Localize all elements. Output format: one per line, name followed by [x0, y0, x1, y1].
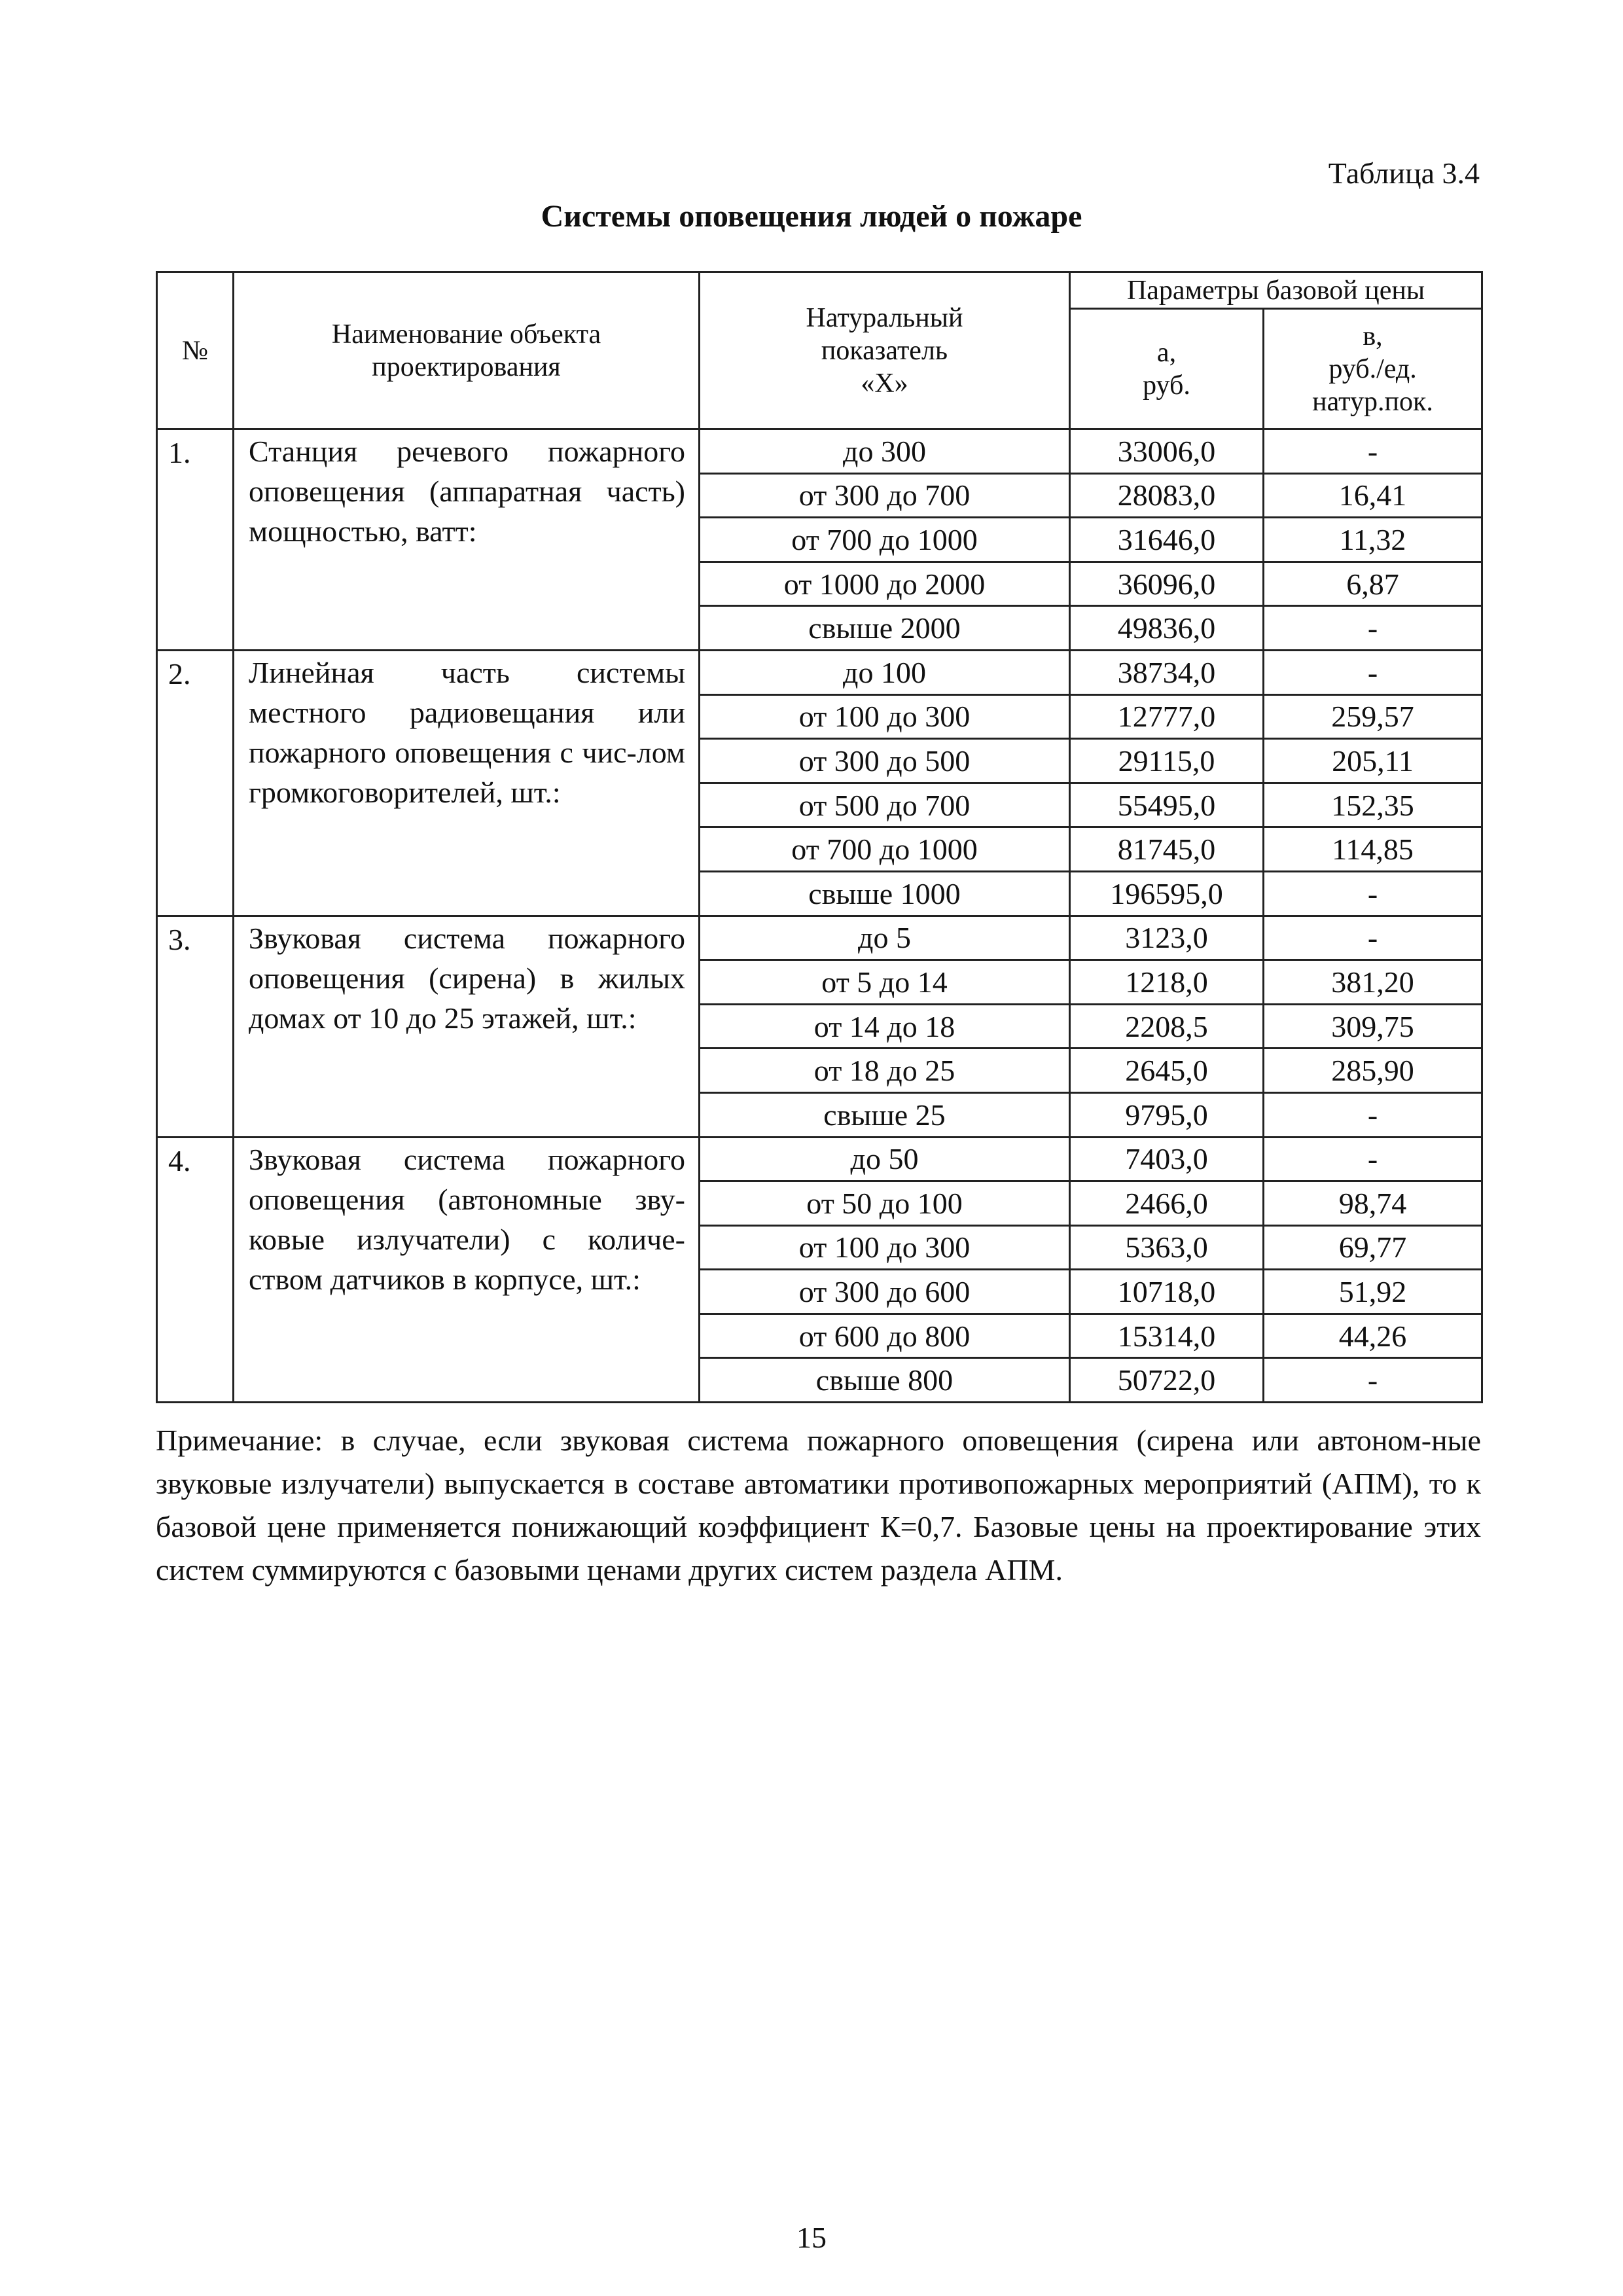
table-row [157, 916, 1482, 960]
price-a-cell: 15314,0 [1070, 1314, 1264, 1358]
indicator-cell: свыше 2000 [700, 606, 1070, 651]
price-a-cell: 29115,0 [1070, 739, 1264, 783]
price-b-cell: - [1264, 916, 1482, 960]
price-b-cell: - [1264, 1137, 1482, 1181]
indicator-cell: до 100 [700, 650, 1070, 694]
object-name: Станция речевого пожарного оповещения (аппаратная часть) мощностью, ватт: [234, 429, 700, 651]
price-a-cell: 10718,0 [1070, 1270, 1264, 1314]
indicator-cell: от 700 до 1000 [700, 827, 1070, 872]
header-a: а, руб. [1070, 309, 1264, 429]
price-a-cell: 1218,0 [1070, 960, 1264, 1005]
table-header [157, 272, 1482, 429]
table-row [157, 429, 1482, 474]
indicator-cell: от 300 до 500 [700, 739, 1070, 783]
header-b: в, руб./ед. натур.пок. [1264, 309, 1482, 429]
indicator-cell: до 50 [700, 1137, 1070, 1181]
indicator-cell: от 700 до 1000 [700, 518, 1070, 562]
object-name: Звуковая система пожарного оповещения (автономные зву-ковые излучатели) с количе-ством датчиков в корпусе, шт.: [234, 1137, 700, 1403]
table-body [157, 429, 1482, 1403]
indicator-cell: от 100 до 300 [700, 1225, 1070, 1270]
indicator-cell: от 5 до 14 [700, 960, 1070, 1005]
header-num: № [157, 272, 234, 429]
header-name: Наименование объекта проектирования [234, 272, 700, 429]
indicator-cell: свыше 1000 [700, 871, 1070, 916]
price-b-cell: 51,92 [1264, 1270, 1482, 1314]
price-b-cell: - [1264, 1358, 1482, 1403]
indicator-cell: от 300 до 700 [700, 473, 1070, 518]
price-b-cell: 381,20 [1264, 960, 1482, 1005]
price-b-cell: 69,77 [1264, 1225, 1482, 1270]
header-params: Параметры базовой цены [1070, 272, 1482, 309]
price-a-cell: 2645,0 [1070, 1049, 1264, 1093]
table-row [157, 1137, 1482, 1181]
price-a-cell: 7403,0 [1070, 1137, 1264, 1181]
page-number: 15 [796, 2221, 827, 2254]
price-a-cell: 31646,0 [1070, 518, 1264, 562]
price-b-cell: 98,74 [1264, 1181, 1482, 1226]
price-b-cell: 309,75 [1264, 1004, 1482, 1049]
price-a-cell: 36096,0 [1070, 562, 1264, 606]
object-name: Линейная часть системы местного радиовещания или пожарного оповещения с чис-лом громкоговорителей, шт.: [234, 650, 700, 916]
price-b-cell: 44,26 [1264, 1314, 1482, 1358]
price-b-cell: - [1264, 429, 1482, 474]
indicator-cell: от 50 до 100 [700, 1181, 1070, 1226]
price-a-cell: 196595,0 [1070, 871, 1264, 916]
table-number: Таблица 3.4 [1328, 156, 1480, 190]
indicator-cell: от 1000 до 2000 [700, 562, 1070, 606]
price-a-cell: 38734,0 [1070, 650, 1264, 694]
price-a-cell: 28083,0 [1070, 473, 1264, 518]
price-b-cell: - [1264, 871, 1482, 916]
price-a-cell: 12777,0 [1070, 694, 1264, 739]
indicator-cell: до 300 [700, 429, 1070, 474]
price-b-cell: 205,11 [1264, 739, 1482, 783]
price-a-cell: 49836,0 [1070, 606, 1264, 651]
indicator-cell: от 300 до 600 [700, 1270, 1070, 1314]
indicator-cell: свыше 800 [700, 1358, 1070, 1403]
note: Примечание: в случае, если звуковая система пожарного оповещения (сирена или автоном-ные звуковые излучатели) выпускается в составе автоматики противопожарных мероприятий (АПМ), то к базовой цене применяется понижающий коэффициент К=0,7. Базовые цены на проектирование этих систем суммируются с базовыми ценами других систем раздела АПМ. [156, 1424, 1481, 1587]
indicator-cell: от 100 до 300 [700, 694, 1070, 739]
indicator-cell: от 500 до 700 [700, 783, 1070, 827]
indicator-cell: до 5 [700, 916, 1070, 960]
price-a-cell: 2208,5 [1070, 1004, 1264, 1049]
price-b-cell: - [1264, 606, 1482, 651]
price-b-cell: - [1264, 1092, 1482, 1137]
price-a-cell: 81745,0 [1070, 827, 1264, 872]
price-b-cell: 114,85 [1264, 827, 1482, 872]
price-a-cell: 50722,0 [1070, 1358, 1264, 1403]
price-a-cell: 2466,0 [1070, 1181, 1264, 1226]
row-number: 3. [157, 916, 234, 1137]
price-a-cell: 55495,0 [1070, 783, 1264, 827]
header-indicator: Натуральный показатель «Х» [700, 272, 1070, 429]
price-a-cell: 9795,0 [1070, 1092, 1264, 1137]
price-a-cell: 5363,0 [1070, 1225, 1264, 1270]
price-b-cell: 16,41 [1264, 473, 1482, 518]
price-b-cell: - [1264, 650, 1482, 694]
price-b-cell: 6,87 [1264, 562, 1482, 606]
object-name: Звуковая система пожарного оповещения (сирена) в жилых домах от 10 до 25 этажей, шт.: [234, 916, 700, 1137]
price-table [156, 271, 1483, 1403]
price-a-cell: 3123,0 [1070, 916, 1264, 960]
price-b-cell: 285,90 [1264, 1049, 1482, 1093]
price-b-cell: 259,57 [1264, 694, 1482, 739]
row-number: 1. [157, 429, 234, 651]
price-a-cell: 33006,0 [1070, 429, 1264, 474]
row-number: 2. [157, 650, 234, 916]
table-row [157, 650, 1482, 694]
indicator-cell: от 600 до 800 [700, 1314, 1070, 1358]
indicator-cell: свыше 25 [700, 1092, 1070, 1137]
price-b-cell: 11,32 [1264, 518, 1482, 562]
table-title: Системы оповещения людей о пожаре [541, 199, 1082, 234]
price-b-cell: 152,35 [1264, 783, 1482, 827]
indicator-cell: от 18 до 25 [700, 1049, 1070, 1093]
row-number: 4. [157, 1137, 234, 1403]
indicator-cell: от 14 до 18 [700, 1004, 1070, 1049]
